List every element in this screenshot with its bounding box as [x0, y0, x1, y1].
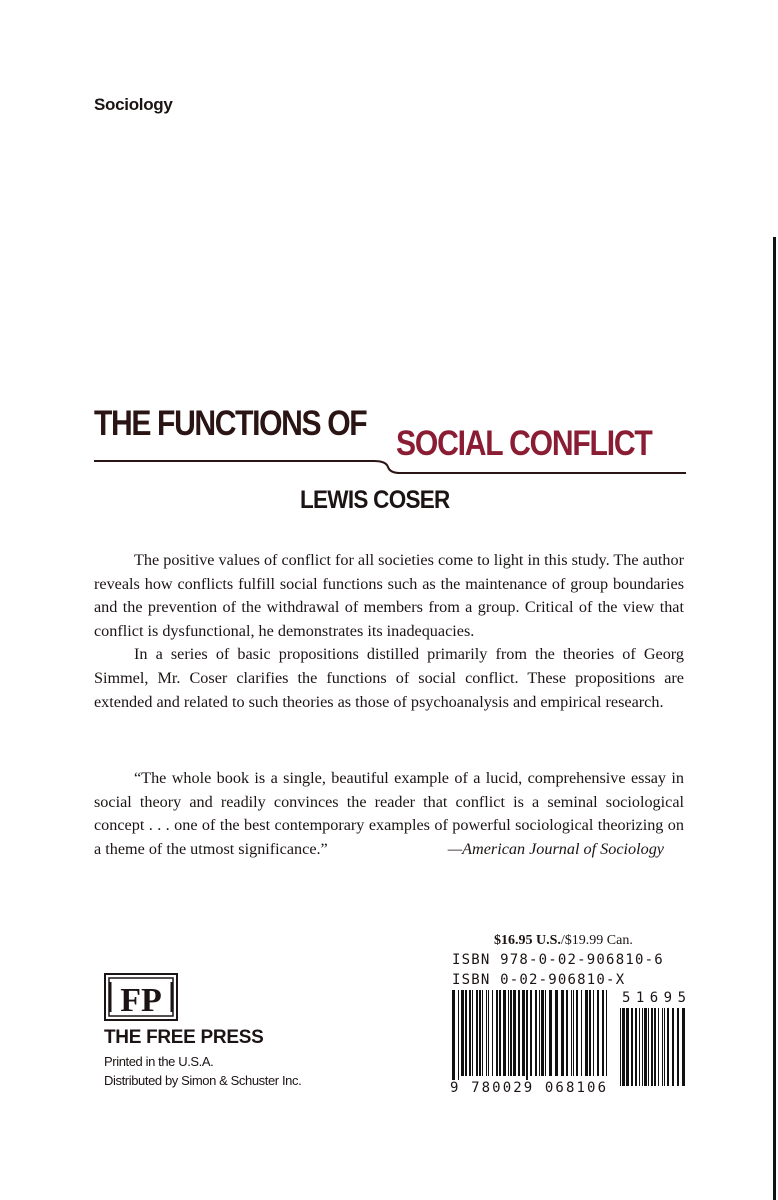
book-description — [94, 549, 684, 714]
category-label: Sociology — [94, 95, 173, 114]
price-canada: /$19.99 Can. — [560, 933, 633, 948]
review-text: “The whole book is a single, beautiful example of a lucid, comprehensive essay in social theory and readily convinces the reader that conflict is a seminal sociological concept . . . one of the best contemporary examples of powerful sociological theorizing on a theme of the utmost significance.” — [94, 769, 684, 858]
barcode — [450, 988, 690, 1094]
publisher-name: THE FREE PRESS — [104, 1027, 264, 1048]
price-us: $16.95 U.S. — [494, 933, 561, 948]
price-line — [494, 933, 633, 949]
description-paragraph-1: The positive values of conflict for all societies come to light in this study. The author reveals how conflicts fulfill social functions such as the maintenance of group boundaries and the prevention of the withdrawal of members from a group. Critical of the view that conflict is dysfunctional, he demonstrates its inadequacies. — [94, 551, 684, 640]
addon-barcode-bars — [620, 1008, 685, 1086]
ean-barcode-bars — [452, 990, 607, 1080]
free-press-logo — [104, 973, 178, 1021]
logo-monogram: FP — [120, 982, 162, 1019]
isbn-10: ISBN 0-02-906810-X — [452, 972, 626, 988]
review-source: —American Journal of Sociology — [447, 839, 664, 858]
description-paragraph-2: In a series of basic propositions distilled primarily from the theories of Georg Simmel, Mr. Coser clarifies the functions of social conflict. These propositions are extended and related to such theories as those of psychoanalysis and empirical research. — [94, 645, 684, 711]
ean-digits: 9 780029 068106 — [450, 1080, 606, 1094]
title-underline-rule — [94, 457, 686, 481]
review-quote — [94, 767, 684, 861]
distributor-note: Distributed by Simon & Schuster Inc. — [104, 1073, 302, 1088]
addon-digits: 51695 — [622, 990, 686, 1006]
book-title-line-1: THE FUNCTIONS OF — [94, 404, 367, 443]
printed-in-note: Printed in the U.S.A. — [104, 1054, 214, 1069]
spine-edge-line — [773, 237, 776, 1200]
isbn-13: ISBN 978-0-02-906810-6 — [452, 952, 664, 968]
book-title-line-2: SOCIAL CONFLICT — [396, 424, 652, 463]
author-name: LEWIS COSER — [300, 486, 450, 514]
